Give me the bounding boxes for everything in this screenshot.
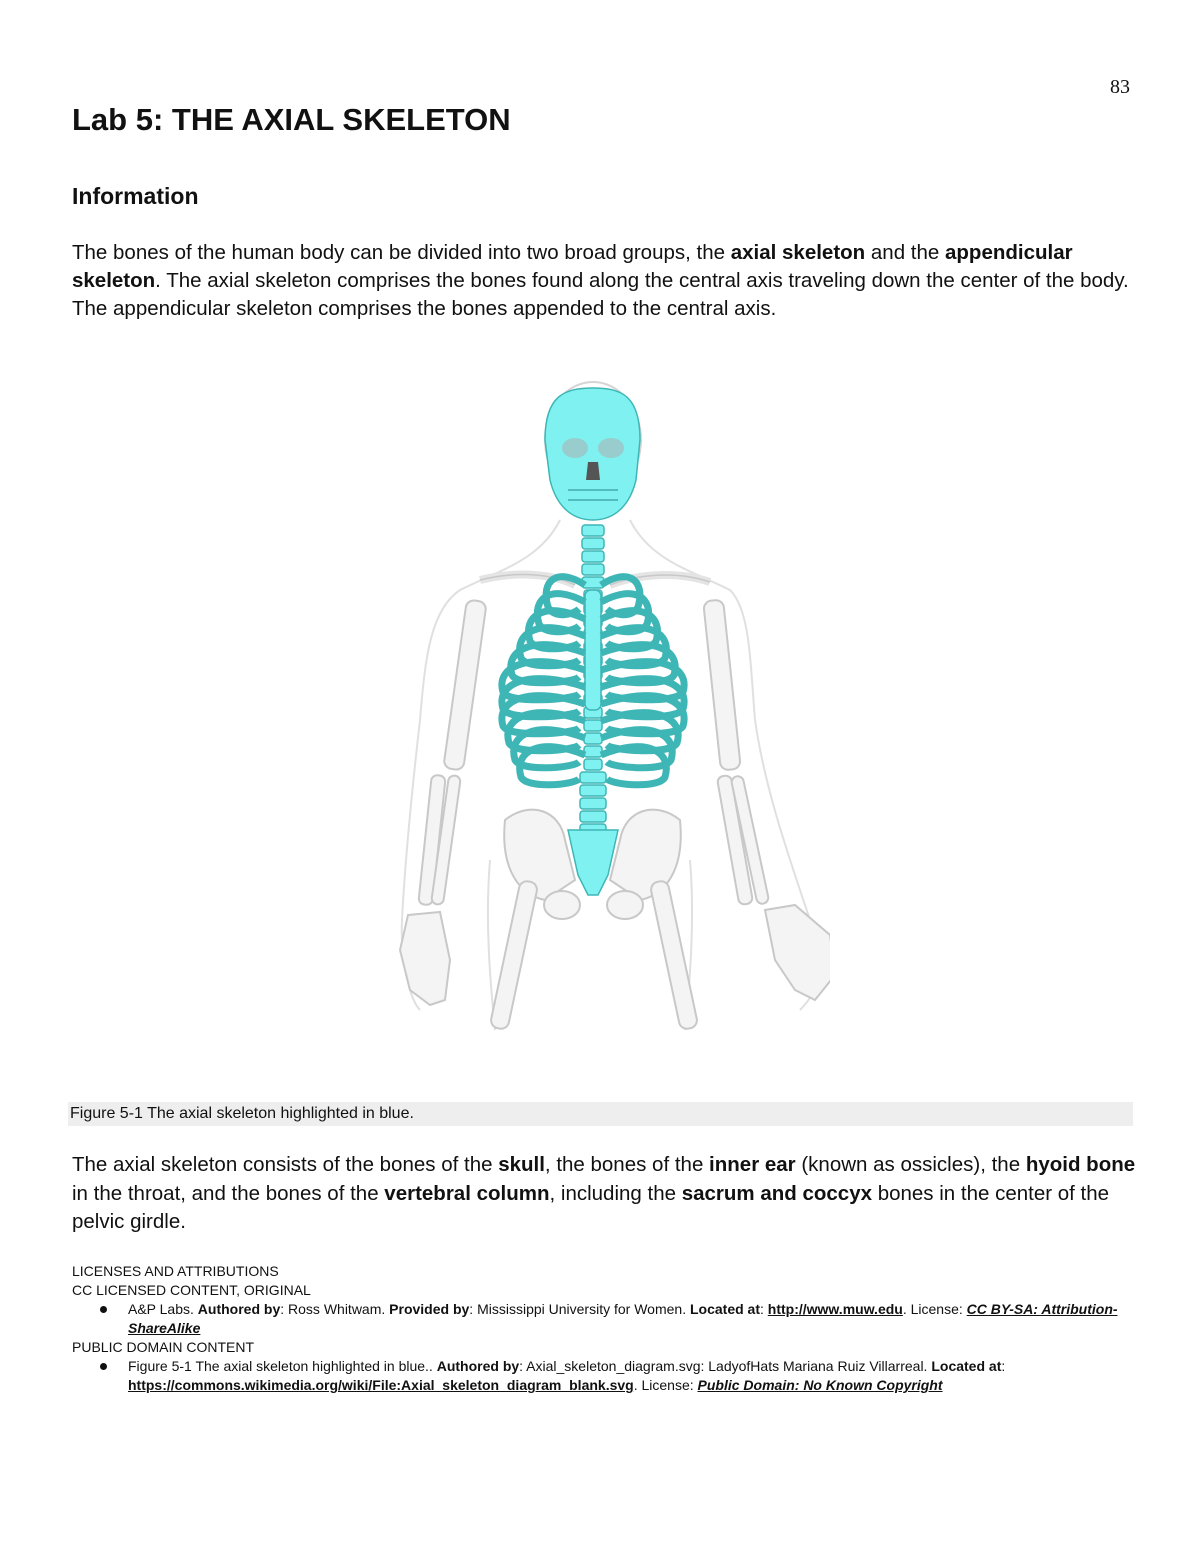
vertebra bbox=[580, 772, 606, 783]
public-domain-link[interactable]: Public Domain: No Known Copyright bbox=[697, 1377, 943, 1393]
licenses-section bbox=[72, 1262, 1142, 1395]
vertebra bbox=[582, 551, 604, 562]
pd-heading: PUBLIC DOMAIN CONTENT bbox=[72, 1339, 255, 1355]
licenses-heading: LICENSES AND ATTRIBUTIONS bbox=[72, 1263, 279, 1279]
wikimedia-link[interactable]: https://commons.wikimedia.org/wiki/File:Axial_skeleton_diagram_blank.svg bbox=[128, 1377, 634, 1393]
pd-attribution-item bbox=[128, 1357, 1142, 1395]
term-hyoid-bone: hyoid bone bbox=[1025, 1153, 1136, 1176]
vertebra bbox=[580, 785, 606, 796]
axial-description-paragraph bbox=[72, 1151, 1142, 1237]
text: (known as ossicles), the bbox=[795, 1153, 1026, 1176]
vertebra bbox=[580, 798, 606, 809]
text: and the bbox=[865, 241, 945, 264]
page-number: 83 bbox=[1110, 76, 1130, 98]
vertebra bbox=[582, 564, 604, 575]
label: Provided by bbox=[389, 1301, 470, 1317]
vertebra bbox=[580, 811, 606, 822]
vertebra bbox=[584, 720, 602, 731]
term-inner-ear: inner ear bbox=[709, 1153, 796, 1176]
intro-paragraph bbox=[72, 239, 1142, 322]
label: Located at bbox=[931, 1358, 1002, 1374]
text: in the throat, and the bones of the bbox=[72, 1181, 385, 1205]
cc-heading: CC LICENSED CONTENT, ORIGINAL bbox=[72, 1282, 311, 1298]
text: : Mississippi University for Women. bbox=[469, 1301, 690, 1317]
text: : bbox=[1001, 1358, 1006, 1374]
label: Authored by bbox=[197, 1301, 281, 1317]
text: : Axial_skeleton_diagram.svg: LadyofHats Mariana Ruiz Villarreal. bbox=[519, 1358, 932, 1374]
vertebra bbox=[584, 733, 602, 744]
text: , including the bbox=[549, 1181, 682, 1205]
axial-skeleton-figure bbox=[370, 380, 830, 1040]
text: A&P Labs. bbox=[128, 1301, 198, 1317]
vertebra bbox=[584, 759, 602, 770]
section-heading: Information bbox=[72, 183, 199, 209]
vertebra bbox=[582, 525, 604, 536]
term-axial-skeleton: axial skeleton bbox=[730, 241, 866, 264]
figure-caption: Figure 5-1 The axial skeleton highlighted in blue. bbox=[68, 1102, 1133, 1126]
term-skull: skull bbox=[498, 1153, 545, 1176]
term-sacrum-coccyx: sacrum and coccyx bbox=[681, 1181, 872, 1205]
label: Located at bbox=[689, 1301, 760, 1317]
text: : Ross Whitwam. bbox=[280, 1301, 390, 1317]
term-appendicular-skeleton: appendicular skeleton bbox=[72, 241, 1073, 292]
vertebra bbox=[584, 746, 602, 757]
cc-by-sa-link[interactable]: CC BY-SA: Attribution-ShareAlike bbox=[128, 1301, 1118, 1336]
text: . The axial skeleton comprises the bones found along the central axis traveling down the center of the body. The appendicular skeleton comprises the bones appended to the central axis. bbox=[72, 268, 1129, 320]
text: , the bones of the bbox=[544, 1153, 710, 1176]
bullet-icon bbox=[100, 1306, 107, 1313]
label: Authored by bbox=[436, 1358, 520, 1374]
vertebra bbox=[582, 538, 604, 549]
muw-link[interactable]: http://www.muw.edu bbox=[767, 1301, 903, 1317]
text: bones in the center of the pelvic girdle. bbox=[72, 1181, 1110, 1233]
cc-attribution-item bbox=[128, 1300, 1142, 1338]
term-vertebral-column: vertebral column bbox=[384, 1181, 550, 1205]
page-title: Lab 5: THE AXIAL SKELETON bbox=[72, 102, 511, 137]
bullet-icon bbox=[100, 1363, 107, 1370]
text: . License: bbox=[902, 1301, 967, 1317]
text: : bbox=[760, 1301, 768, 1317]
text: . License: bbox=[633, 1377, 698, 1393]
text: Figure 5-1 The axial skeleton highlighted in blue.. bbox=[128, 1358, 437, 1374]
text: The bones of the human body can be divided into two broad groups, the bbox=[72, 241, 731, 264]
text: The axial skeleton consists of the bones of the bbox=[72, 1153, 499, 1176]
